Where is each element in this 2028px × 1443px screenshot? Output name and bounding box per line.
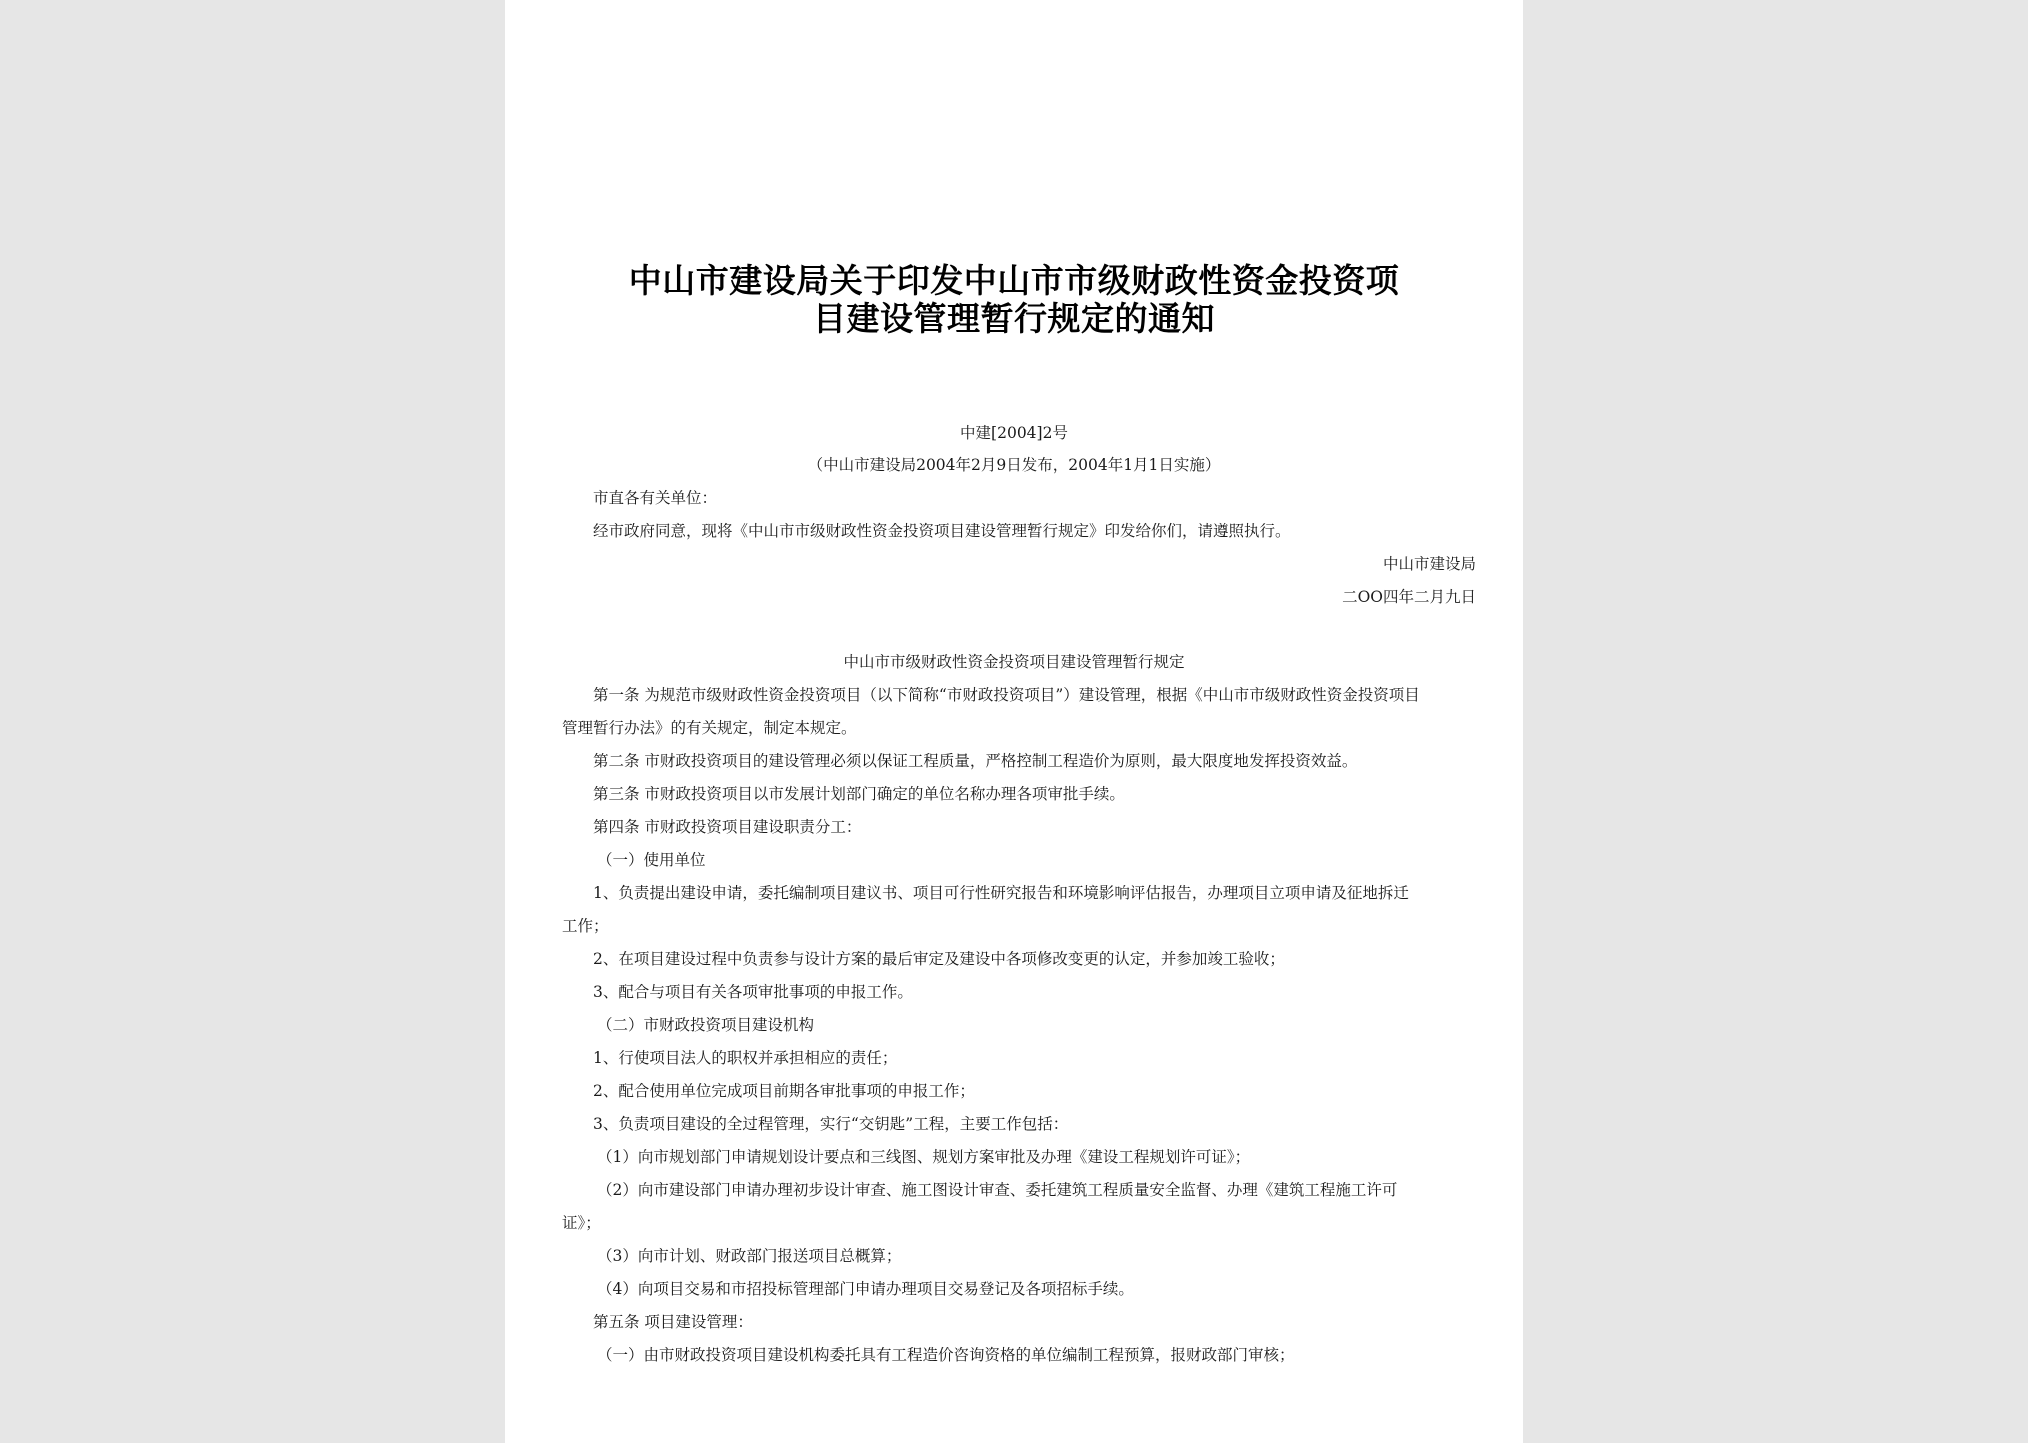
regulation-line: 第四条 市财政投资项目建设职责分工： bbox=[593, 818, 862, 836]
document-title-line-1: 中山市建设局关于印发中山市市级财政性资金投资项 bbox=[628, 261, 1400, 300]
regulation-line: （一）使用单位 bbox=[597, 851, 706, 869]
regulation-line: 证》； bbox=[562, 1214, 601, 1232]
document-title-line-2: 目建设管理暂行规定的通知 bbox=[813, 299, 1215, 338]
regulation-line: （3）向市计划、财政部门报送项目总概算； bbox=[597, 1247, 902, 1265]
regulation-line: 第五条 项目建设管理： bbox=[593, 1313, 753, 1331]
regulation-line: 3、负责项目建设的全过程管理，实行“交钥匙”工程，主要工作包括： bbox=[593, 1115, 1069, 1133]
regulation-line: 第二条 市财政投资项目的建设管理必须以保证工程质量，严格控制工程造价为原则，最大限度地发挥投资效益。 bbox=[593, 752, 1358, 770]
document-page bbox=[505, 0, 1523, 1443]
regulation-line: （1）向市规划部门申请规划设计要点和三线图、规划方案审批及办理《建设工程规划许可证》； bbox=[597, 1148, 1251, 1166]
regulation-line: （2）向市建设部门申请办理初步设计审查、施工图设计审查、委托建筑工程质量安全监督、办理《建筑工程施工许可 bbox=[597, 1181, 1398, 1199]
regulation-line: 第三条 市财政投资项目以市发展计划部门确定的单位名称办理各项审批手续。 bbox=[593, 785, 1125, 803]
regulation-line: 第一条 为规范市级财政性资金投资项目（以下简称“市财政投资项目”）建设管理，根据《中山市市级财政性资金投资项目 bbox=[593, 686, 1420, 704]
document-title bbox=[505, 262, 1523, 338]
regulation-title: 中山市市级财政性资金投资项目建设管理暂行规定 bbox=[843, 653, 1185, 671]
document-number: 中建[2004]2号 bbox=[960, 424, 1068, 442]
issue-info: （中山市建设局2004年2月9日发布，2004年1月1日实施） bbox=[807, 456, 1221, 474]
addressee: 市直各有关单位： bbox=[593, 489, 718, 507]
regulation-line: （4）向项目交易和市招投标管理部门申请办理项目交易登记及各项招标手续。 bbox=[597, 1280, 1134, 1298]
regulation-line: 2、在项目建设过程中负责参与设计方案的最后审定及建设中各项修改变更的认定，并参加竣工验收； bbox=[593, 950, 1285, 968]
issuer-signature: 中山市建设局 bbox=[1382, 555, 1476, 573]
regulation-line: 1、负责提出建设申请，委托编制项目建议书、项目可行性研究报告和环境影响评估报告，办理项目立项申请及征地拆迁 bbox=[593, 884, 1409, 902]
regulation-line: 1、行使项目法人的职权并承担相应的责任； bbox=[593, 1049, 898, 1067]
issue-date: 二OO四年二月九日 bbox=[1342, 588, 1476, 606]
intro-paragraph: 经市政府同意，现将《中山市市级财政性资金投资项目建设管理暂行规定》印发给你们，请遵照执行。 bbox=[593, 522, 1291, 540]
regulation-line: 工作； bbox=[562, 917, 609, 935]
regulation-line: （二）市财政投资项目建设机构 bbox=[597, 1016, 815, 1034]
regulation-line: 3、配合与项目有关各项审批事项的申报工作。 bbox=[593, 983, 913, 1001]
regulation-line: （一）由市财政投资项目建设机构委托具有工程造价咨询资格的单位编制工程预算，报财政部门审核； bbox=[597, 1346, 1295, 1364]
regulation-line: 2、配合使用单位完成项目前期各审批事项的申报工作； bbox=[593, 1082, 975, 1100]
regulation-line: 管理暂行办法》的有关规定，制定本规定。 bbox=[562, 719, 857, 737]
